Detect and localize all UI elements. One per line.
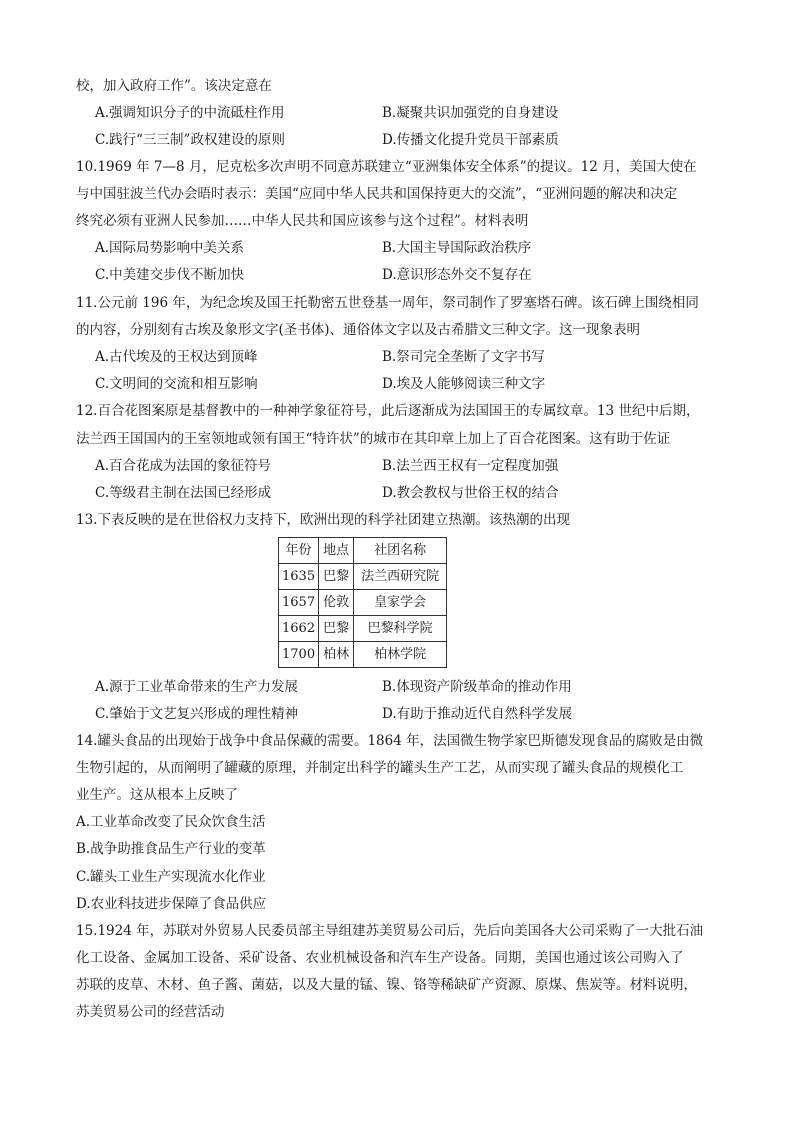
q10-stem-line-2: 与中国驻波兰代办会晤时表示：美国“应同中华人民共和国保持更大的交流”，“亚洲问题的解决和决定 — [76, 186, 678, 202]
q9-option-c: C.践行“三三制”政权建设的原则 — [95, 132, 285, 148]
q12-option-c: C.等级君主制在法国已经形成 — [95, 485, 272, 501]
table-header-cell: 地点 — [319, 538, 354, 564]
q10-option-c: C.中美建交步伐不断加快 — [95, 267, 245, 283]
q11-option-a: A.古代埃及的王权达到顶峰 — [95, 349, 258, 365]
q11-stem-line-1: 11.公元前 196 年，为纪念埃及国王托勒密五世登基一周年，祭司制作了罗塞塔石碑。该石碑上围绕相同 — [76, 295, 699, 311]
table-header-cell: 年份 — [279, 538, 319, 564]
q14-option-a: A.工业革命改变了民众饮食生活 — [76, 814, 266, 830]
q15-stem-line-2: 化工设备、金属加工设备、采矿设备、农业机械设备和汽车生产设备。同期，美国也通过该公司购入了 — [76, 950, 684, 966]
q9-option-d: D.传播文化提升党员干部素质 — [382, 132, 559, 148]
society-table — [278, 537, 447, 668]
table-row — [279, 642, 447, 668]
q9-option-b: B.凝聚共识加强党的自身建设 — [382, 105, 559, 121]
q11-option-c: C.文明间的交流和相互影响 — [95, 376, 258, 392]
table-row — [279, 616, 447, 642]
q15-stem-line-3: 苏联的皮草、木材、鱼子酱、菌菇，以及大量的锰、镍、铬等稀缺矿产资源、原煤、焦炭等。材料说明， — [76, 977, 697, 993]
table-cell: 伦敦 — [319, 590, 354, 616]
table-header-row — [279, 538, 447, 564]
table-cell: 巴黎 — [319, 564, 354, 590]
q14-option-b: B.战争助推食品生产行业的变革 — [76, 841, 266, 857]
q14-stem-line-3: 业生产。这从根本上反映了 — [76, 787, 238, 803]
table-cell: 柏林 — [319, 642, 354, 668]
q12-option-b: B.法兰西王权有一定程度加强 — [382, 458, 559, 474]
q12-option-a: A.百合花成为法国的象征符号 — [95, 458, 272, 474]
table-cell: 皇家学会 — [354, 590, 447, 616]
q15-stem-line-1: 15.1924 年，苏联对外贸易人民委员部主导组建苏美贸易公司后，先后向美国各大公司采购了一大批石油 — [76, 923, 704, 939]
table-row — [279, 564, 447, 590]
q14-stem-line-1: 14.罐头食品的出现始于战争中食品保藏的需要。1864 年，法国微生物学家巴斯德发现食品的腐败是由微 — [76, 733, 704, 749]
table-cell: 1700 — [279, 642, 319, 668]
table-cell: 柏林学院 — [354, 642, 447, 668]
q13-stem-line-1: 13.下表反映的是在世俗权力支持下，欧洲出现的科学社团建立热潮。该热潮的出现 — [76, 512, 570, 528]
table-cell: 巴黎 — [319, 616, 354, 642]
q9-stem-tail: 校，加入政府工作”。该决定意在 — [76, 78, 272, 94]
q14-option-d: D.农业科技进步保障了食品供应 — [76, 896, 267, 912]
table-cell: 巴黎科学院 — [354, 616, 447, 642]
q13-option-a: A.源于工业革命带来的生产力发展 — [95, 679, 299, 695]
q14-option-c: C.罐头工业生产实现流水化作业 — [76, 869, 266, 885]
q10-option-a: A.国际局势影响中美关系 — [95, 240, 245, 256]
q15-stem-line-4: 苏美贸易公司的经营活动 — [76, 1004, 225, 1020]
q11-stem-line-2: 的内容，分别刻有古埃及象形文字(圣书体)、通俗体文字以及古希腊文三种文字。这一现象表明 — [76, 322, 641, 338]
q12-stem-line-2: 法兰西王国国内的王室领地或领有国王“特许状”的城市在其印章上加上了百合花图案。这有助于佐证 — [76, 431, 671, 447]
table-cell: 1657 — [279, 590, 319, 616]
q13-option-d: D.有助于推动近代自然科学发展 — [382, 706, 573, 722]
q10-stem-line-1: 10.1969 年 7—8 月，尼克松多次声明不同意苏联建立“亚洲集体安全体系”的提议。12 月，美国大使在 — [76, 159, 697, 175]
q11-option-d: D.埃及人能够阅读三种文字 — [382, 376, 546, 392]
q13-option-b: B.体现资产阶级革命的推动作用 — [382, 679, 572, 695]
q10-option-d: D.意识形态外交不复存在 — [382, 267, 532, 283]
q10-stem-line-3: 终究必须有亚洲人民参加……中华人民共和国应该参与这个过程”。材料表明 — [76, 213, 529, 229]
q9-option-a: A.强调知识分子的中流砥柱作用 — [95, 105, 285, 121]
q11-option-b: B.祭司完全垄断了文字书写 — [382, 349, 545, 365]
table-cell: 1662 — [279, 616, 319, 642]
q14-stem-line-2: 生物引起的，从而阐明了罐藏的原理，并制定出科学的罐头生产工艺，从而实现了罐头食品的规模化工 — [76, 760, 684, 776]
q12-stem-line-1: 12.百合花图案原是基督教中的一种神学象征符号，此后逐渐成为法国国王的专属纹章。13 世纪中后期， — [76, 403, 700, 419]
table-row — [279, 590, 447, 616]
table-cell: 法兰西研究院 — [354, 564, 447, 590]
table-header-cell: 社团名称 — [354, 538, 447, 564]
q12-option-d: D.教会教权与世俗王权的结合 — [382, 485, 559, 501]
q13-option-c: C.肇始于文艺复兴形成的理性精神 — [95, 706, 299, 722]
q10-option-b: B.大国主导国际政治秩序 — [382, 240, 532, 256]
table-cell: 1635 — [279, 564, 319, 590]
